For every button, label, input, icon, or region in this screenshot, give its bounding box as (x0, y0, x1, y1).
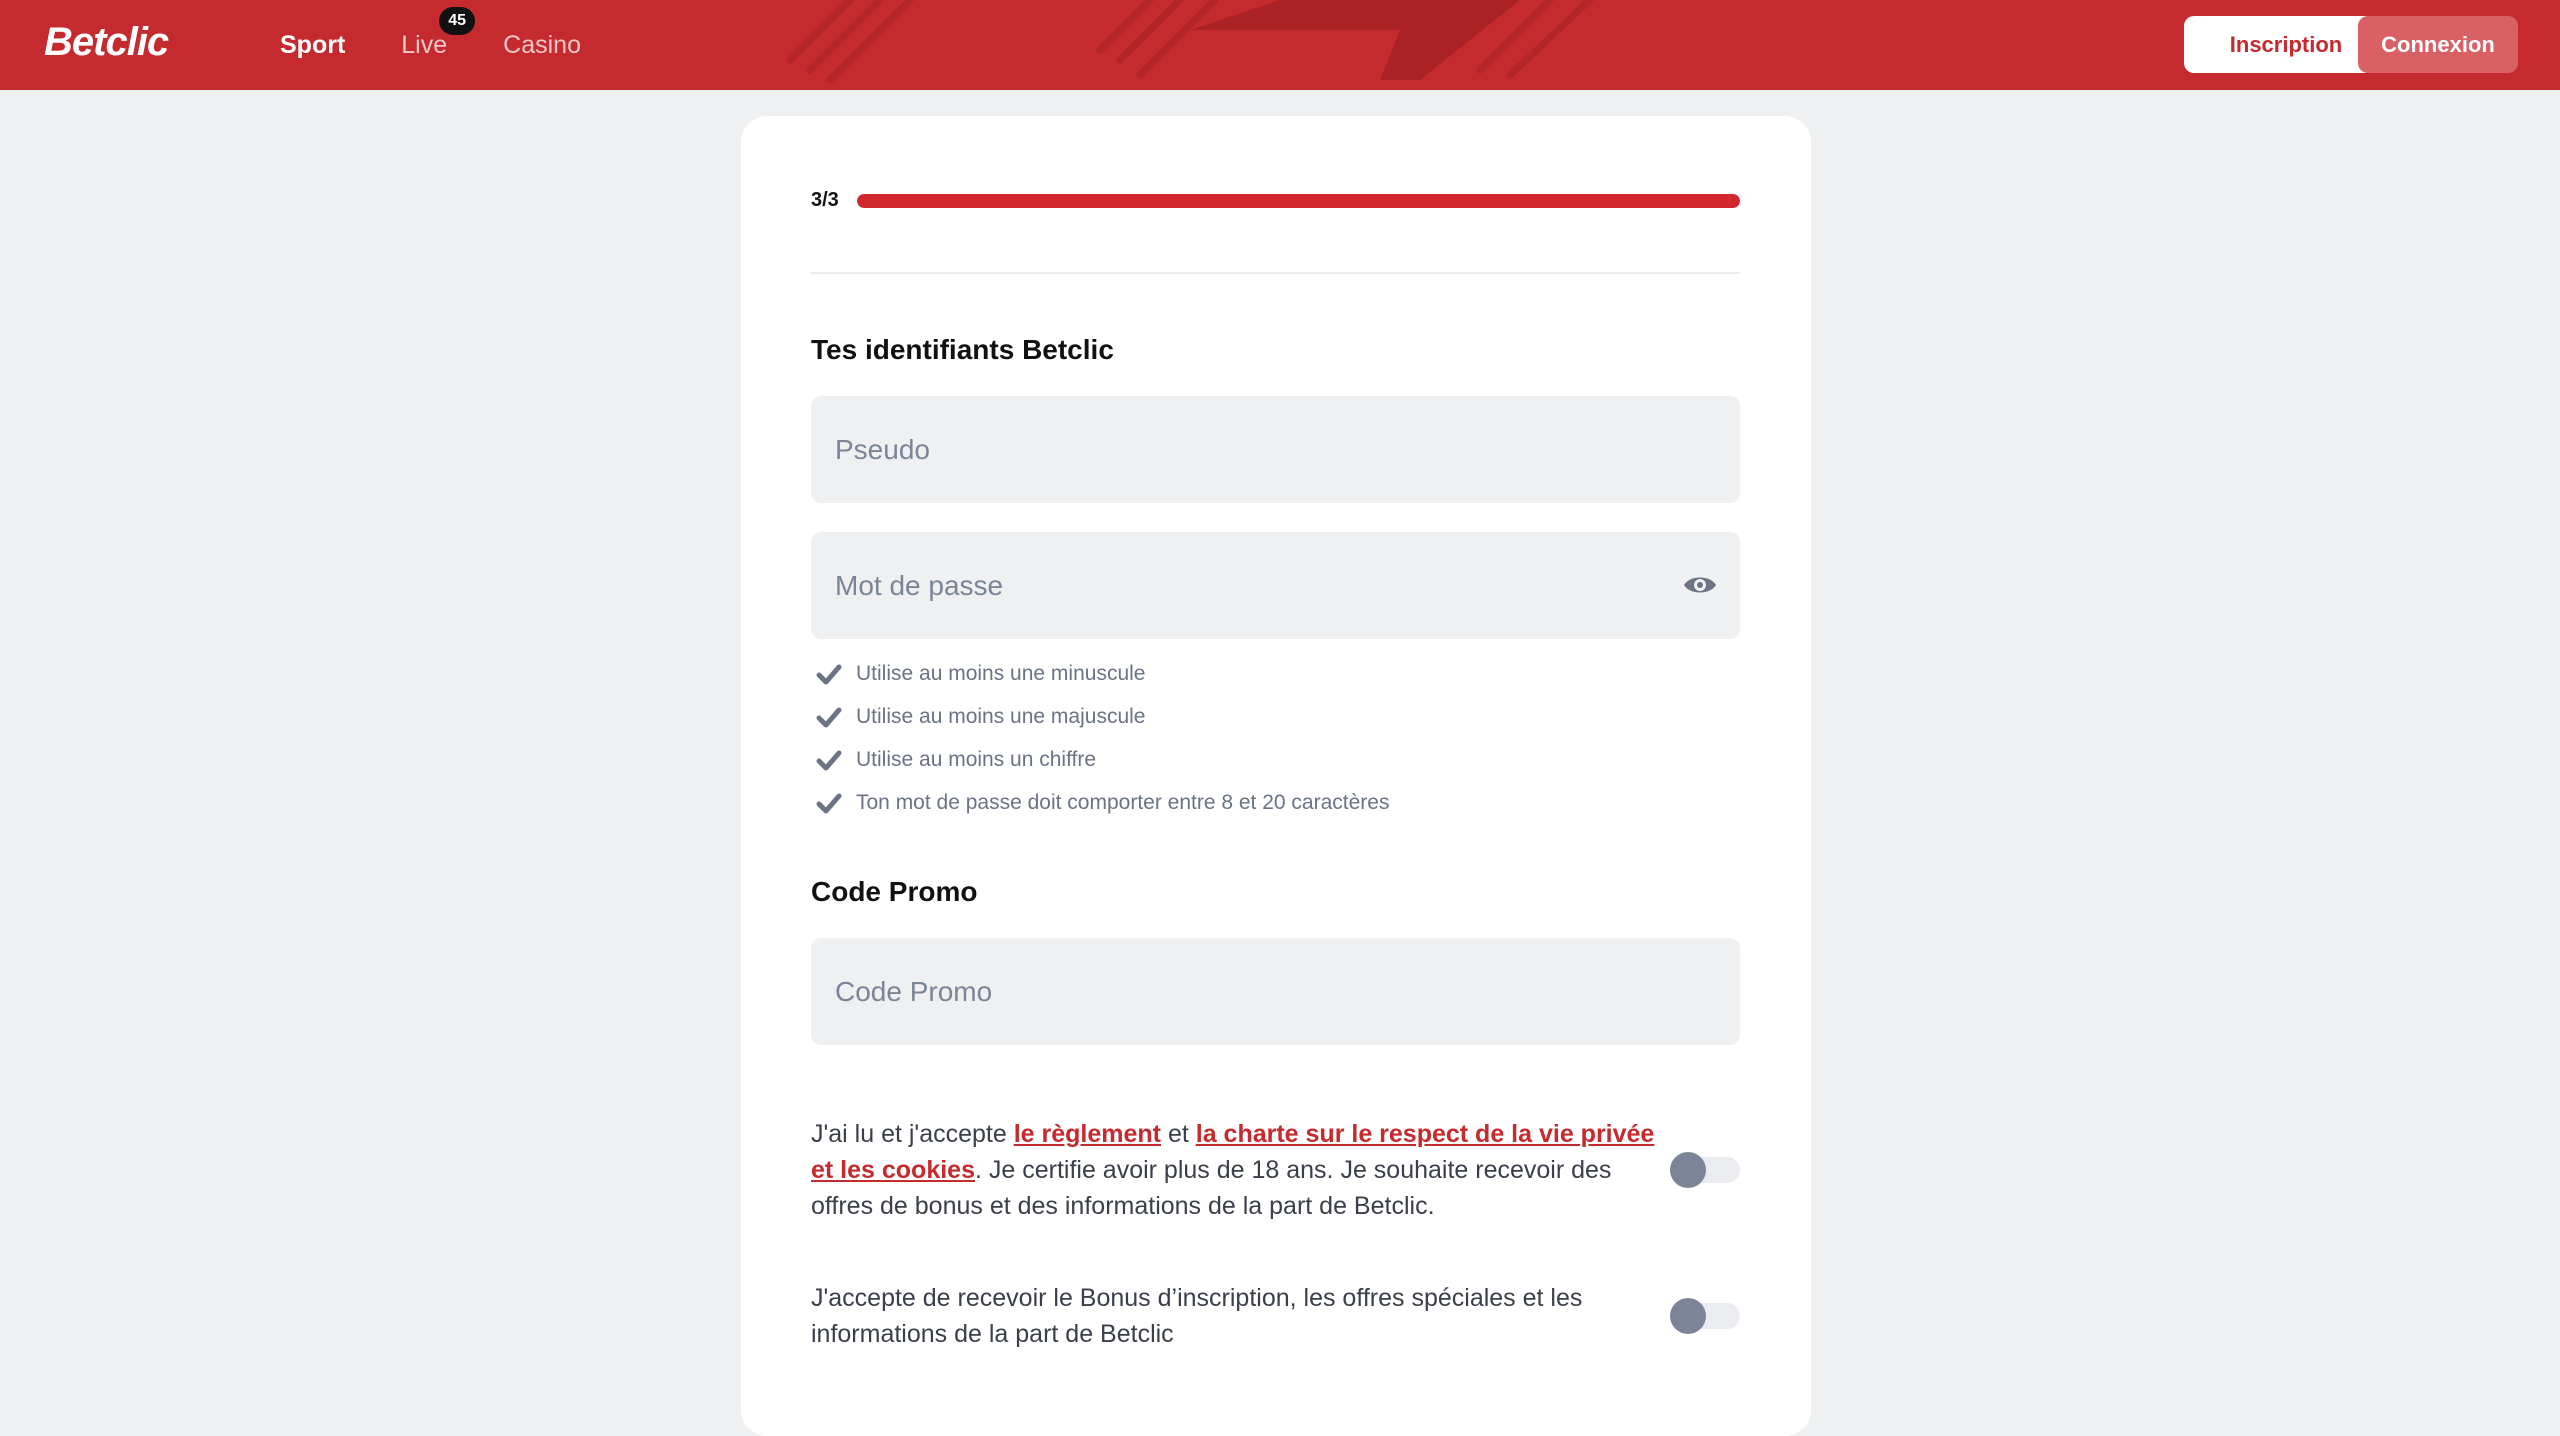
check-icon (816, 792, 842, 814)
nav-live[interactable] (401, 11, 467, 60)
bonus-toggle[interactable] (1672, 1303, 1740, 1329)
terms-toggle[interactable] (1672, 1157, 1740, 1183)
progress-bar (857, 194, 1740, 208)
progress-bar-fill (857, 194, 1740, 208)
reglement-link[interactable]: le règlement (1013, 1120, 1161, 1148)
terms-prefix: J'ai lu et j'accepte (811, 1120, 1014, 1148)
password-rule (816, 738, 1389, 781)
nav-casino[interactable] (503, 31, 581, 60)
divider (811, 272, 1740, 274)
terms-suffix: . Je certifie avoir plus de 18 ans. Je souhaite recevoir des offres de bonus et des informations de la part de Betclic. (811, 1156, 1612, 1220)
live-count-badge: 45 (439, 7, 475, 35)
credentials-title: Tes identifiants Betclic (811, 334, 1114, 365)
password-rule-text: Utilise au moins une majuscule (856, 704, 1146, 728)
toggle-knob (1670, 1152, 1706, 1188)
pseudo-field[interactable] (811, 396, 1740, 503)
check-icon (816, 663, 842, 685)
promo-title: Code Promo (811, 876, 978, 907)
password-field[interactable] (811, 532, 1740, 639)
nav-casino-label: Casino (503, 30, 581, 59)
top-header (0, 0, 2560, 90)
connexion-button[interactable]: Connexion (2358, 16, 2518, 73)
main-nav (280, 0, 637, 90)
password-rule (816, 652, 1389, 695)
password-rule-text: Ton mot de passe doit comporter entre 8 et 20 caractères (856, 790, 1390, 814)
password-rule (816, 695, 1389, 738)
nav-live-label: Live (401, 30, 448, 59)
password-rules (816, 652, 1389, 824)
privacy-charter-link[interactable]: la charte sur le respect de la vie privée et les cookies (811, 1120, 1655, 1184)
bonus-consent-text: J'accepte de recevoir le Bonus d’inscription, les offres spéciales et les informations de la part de Betclic (811, 1284, 1583, 1348)
eye-icon[interactable] (1682, 570, 1718, 600)
password-input[interactable] (833, 569, 1653, 603)
pseudo-input[interactable] (833, 433, 1653, 467)
password-rule (816, 781, 1389, 824)
inscription-button[interactable]: Inscription (2184, 16, 2388, 73)
password-rule-text: Utilise au moins une minuscule (856, 661, 1146, 685)
password-rule-text: Utilise au moins un chiffre (856, 747, 1097, 771)
nav-sport[interactable] (280, 31, 345, 60)
check-icon (816, 706, 842, 728)
step-indicator: 3/3 (811, 189, 839, 211)
terms-consent-text (811, 1116, 1661, 1224)
nav-sport-label: Sport (280, 30, 346, 59)
betclic-logo[interactable]: Betclic (44, 20, 169, 64)
promo-code-input[interactable] (833, 975, 1653, 1009)
promo-field[interactable] (811, 938, 1740, 1045)
check-icon (816, 749, 842, 771)
terms-middle: et (1161, 1120, 1196, 1148)
toggle-knob (1670, 1298, 1706, 1334)
header-decoration (760, 0, 1820, 90)
